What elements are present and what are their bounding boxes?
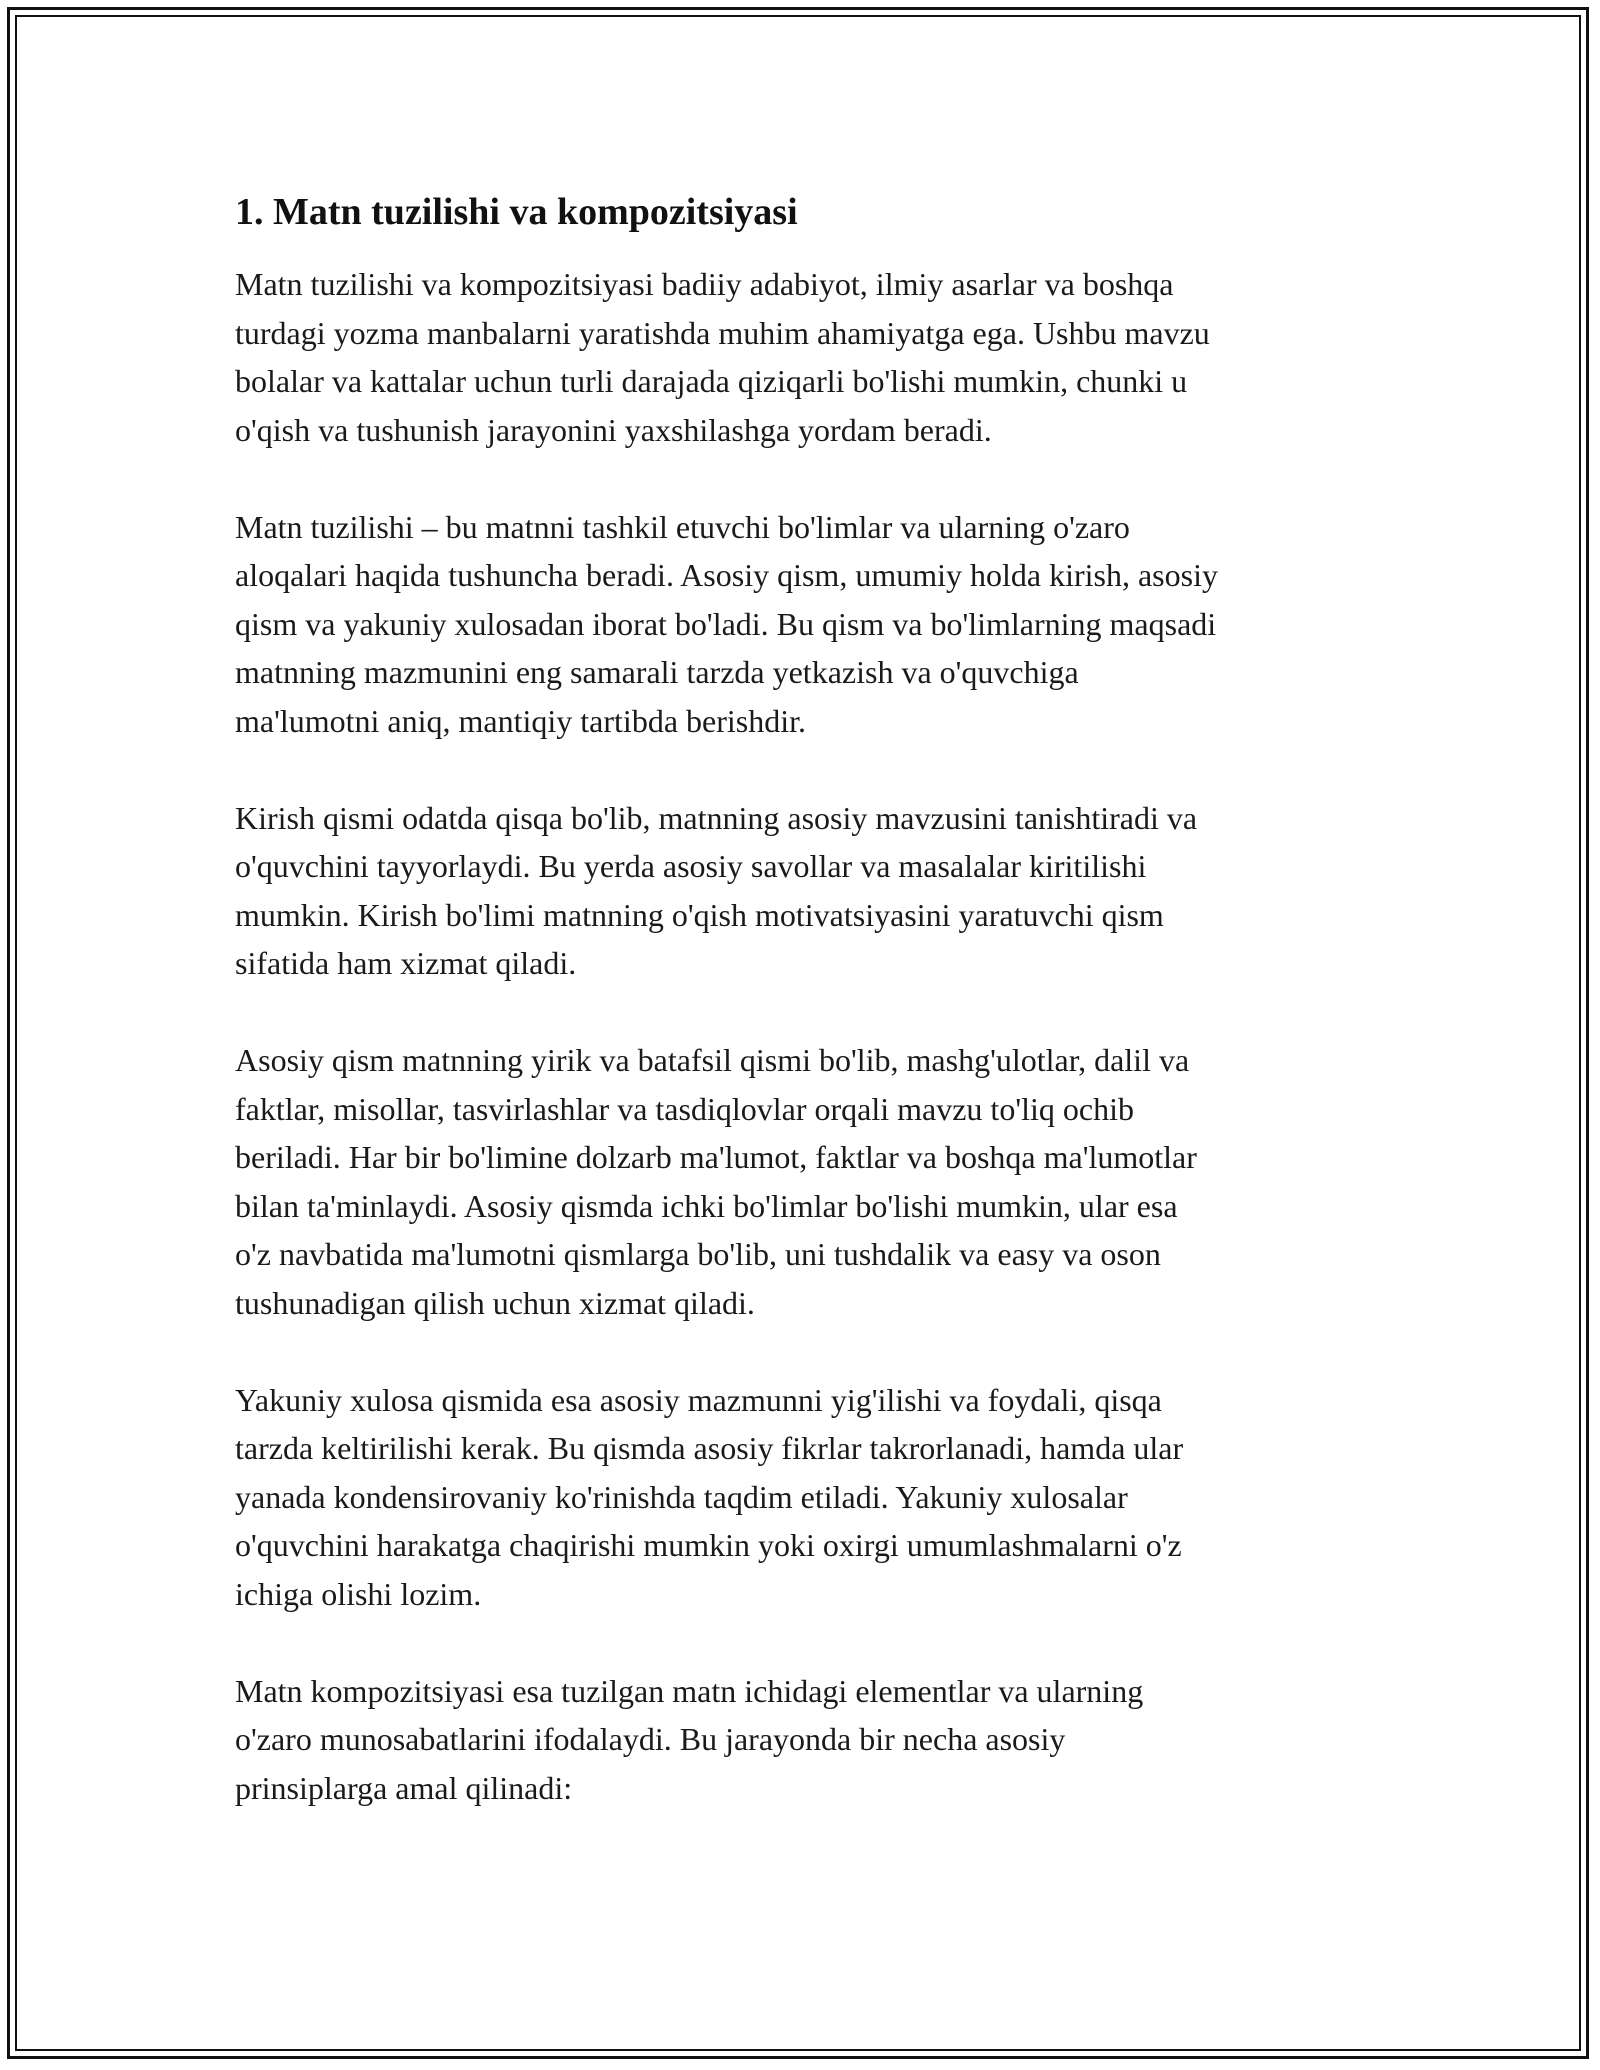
text-line: bolalar va kattalar uchun turli darajada qiziqarli bo'lishi mumkin, chunki u (235, 363, 1188, 399)
text-line: qism va yakuniy xulosadan iborat bo'ladi. Bu qism va bo'limlarning maqsadi (235, 605, 1217, 642)
text-line: tushunadigan qilish uchun xizmat qiladi. (235, 1284, 755, 1321)
text-line: Matn tuzilishi va kompozitsiyasi badiiy adabiyot, ilmiy asarlar va boshqa (235, 266, 1174, 302)
text-line: o'zaro munosabatlarini ifodalaydi. Bu jarayonda bir necha asosiy (235, 1721, 1066, 1757)
paragraph-intro (235, 260, 1385, 454)
document-body (235, 188, 1385, 1861)
text-line: turdagi yozma manbalarni yaratishda muhim ahamiyatga ega. Ushbu mavzu (235, 314, 1210, 351)
text-line: sifatida ham xizmat qiladi. (235, 945, 577, 981)
section-heading: 1. Matn tuzilishi va kompozitsiyasi (235, 191, 798, 233)
paragraph-structure (235, 503, 1385, 746)
text-line: o'z navbatida ma'lumotni qismlarga bo'lib, uni tushdalik va easy va oson (235, 1236, 1161, 1272)
text-line: Matn tuzilishi – bu matnni tashkil etuvchi bo'limlar va ularning o'zaro (235, 508, 1130, 545)
text-line: o'quvchini harakatga chaqirishi mumkin yoki oxirgi umumlashmalarni o'z (235, 1527, 1182, 1563)
text-line: prinsiplarga amal qilinadi: (235, 1769, 573, 1806)
text-line: ichiga olishi lozim. (235, 1575, 482, 1612)
text-line: Asosiy qism matnning yirik va batafsil qismi bo'lib, mashg'ulotlar, dalil va (235, 1042, 1190, 1078)
text-line: Matn kompozitsiyasi esa tuzilgan matn ichidagi elementlar va ularning (235, 1672, 1144, 1709)
paragraph-composition (235, 1667, 1385, 1813)
text-line: faktlar, misollar, tasvirlashlar va tasdiqlovlar orqali mavzu to'liq ochib (235, 1090, 1134, 1127)
text-line: beriladi. Har bir bo'limine dolzarb ma'lumot, faktlar va boshqa ma'lumotlar (235, 1139, 1197, 1175)
text-line: mumkin. Kirish bo'limi matnning o'qish motivatsiyasini yaratuvchi qism (235, 896, 1164, 933)
text-line: tarzda keltirilishi kerak. Bu qismda asosiy fikrlar takrorlanadi, hamda ular (235, 1430, 1184, 1466)
text-line: Yakuniy xulosa qismida esa asosiy mazmunni yig'ilishi va foydali, qisqa (235, 1381, 1162, 1418)
text-line: aloqalari haqida tushuncha beradi. Asosiy qism, umumiy holda kirish, asosiy (235, 557, 1218, 593)
text-line: yanada kondensirovaniy ko'rinishda taqdim etiladi. Yakuniy xulosalar (235, 1478, 1128, 1515)
text-line: o'quvchini tayyorlaydi. Bu yerda asosiy savollar va masalalar kiritilishi (235, 848, 1147, 884)
text-line: ma'lumotni aniq, mantiqiy tartibda berishdir. (235, 702, 806, 739)
paragraph-conclusion-part (235, 1376, 1385, 1619)
text-line: o'qish va tushunish jarayonini yaxshilashga yordam beradi. (235, 411, 992, 448)
text-line: matnning mazmunini eng samarali tarzda yetkazish va o'quvchiga (235, 654, 1079, 690)
paragraph-introduction-part (235, 794, 1385, 988)
text-line: Kirish qismi odatda qisqa bo'lib, matnning asosiy mavzusini tanishtiradi va (235, 799, 1198, 836)
text-line: bilan ta'minlaydi. Asosiy qismda ichki bo'limlar bo'lishi mumkin, ular esa (235, 1187, 1178, 1224)
paragraph-main-part (235, 1036, 1385, 1327)
